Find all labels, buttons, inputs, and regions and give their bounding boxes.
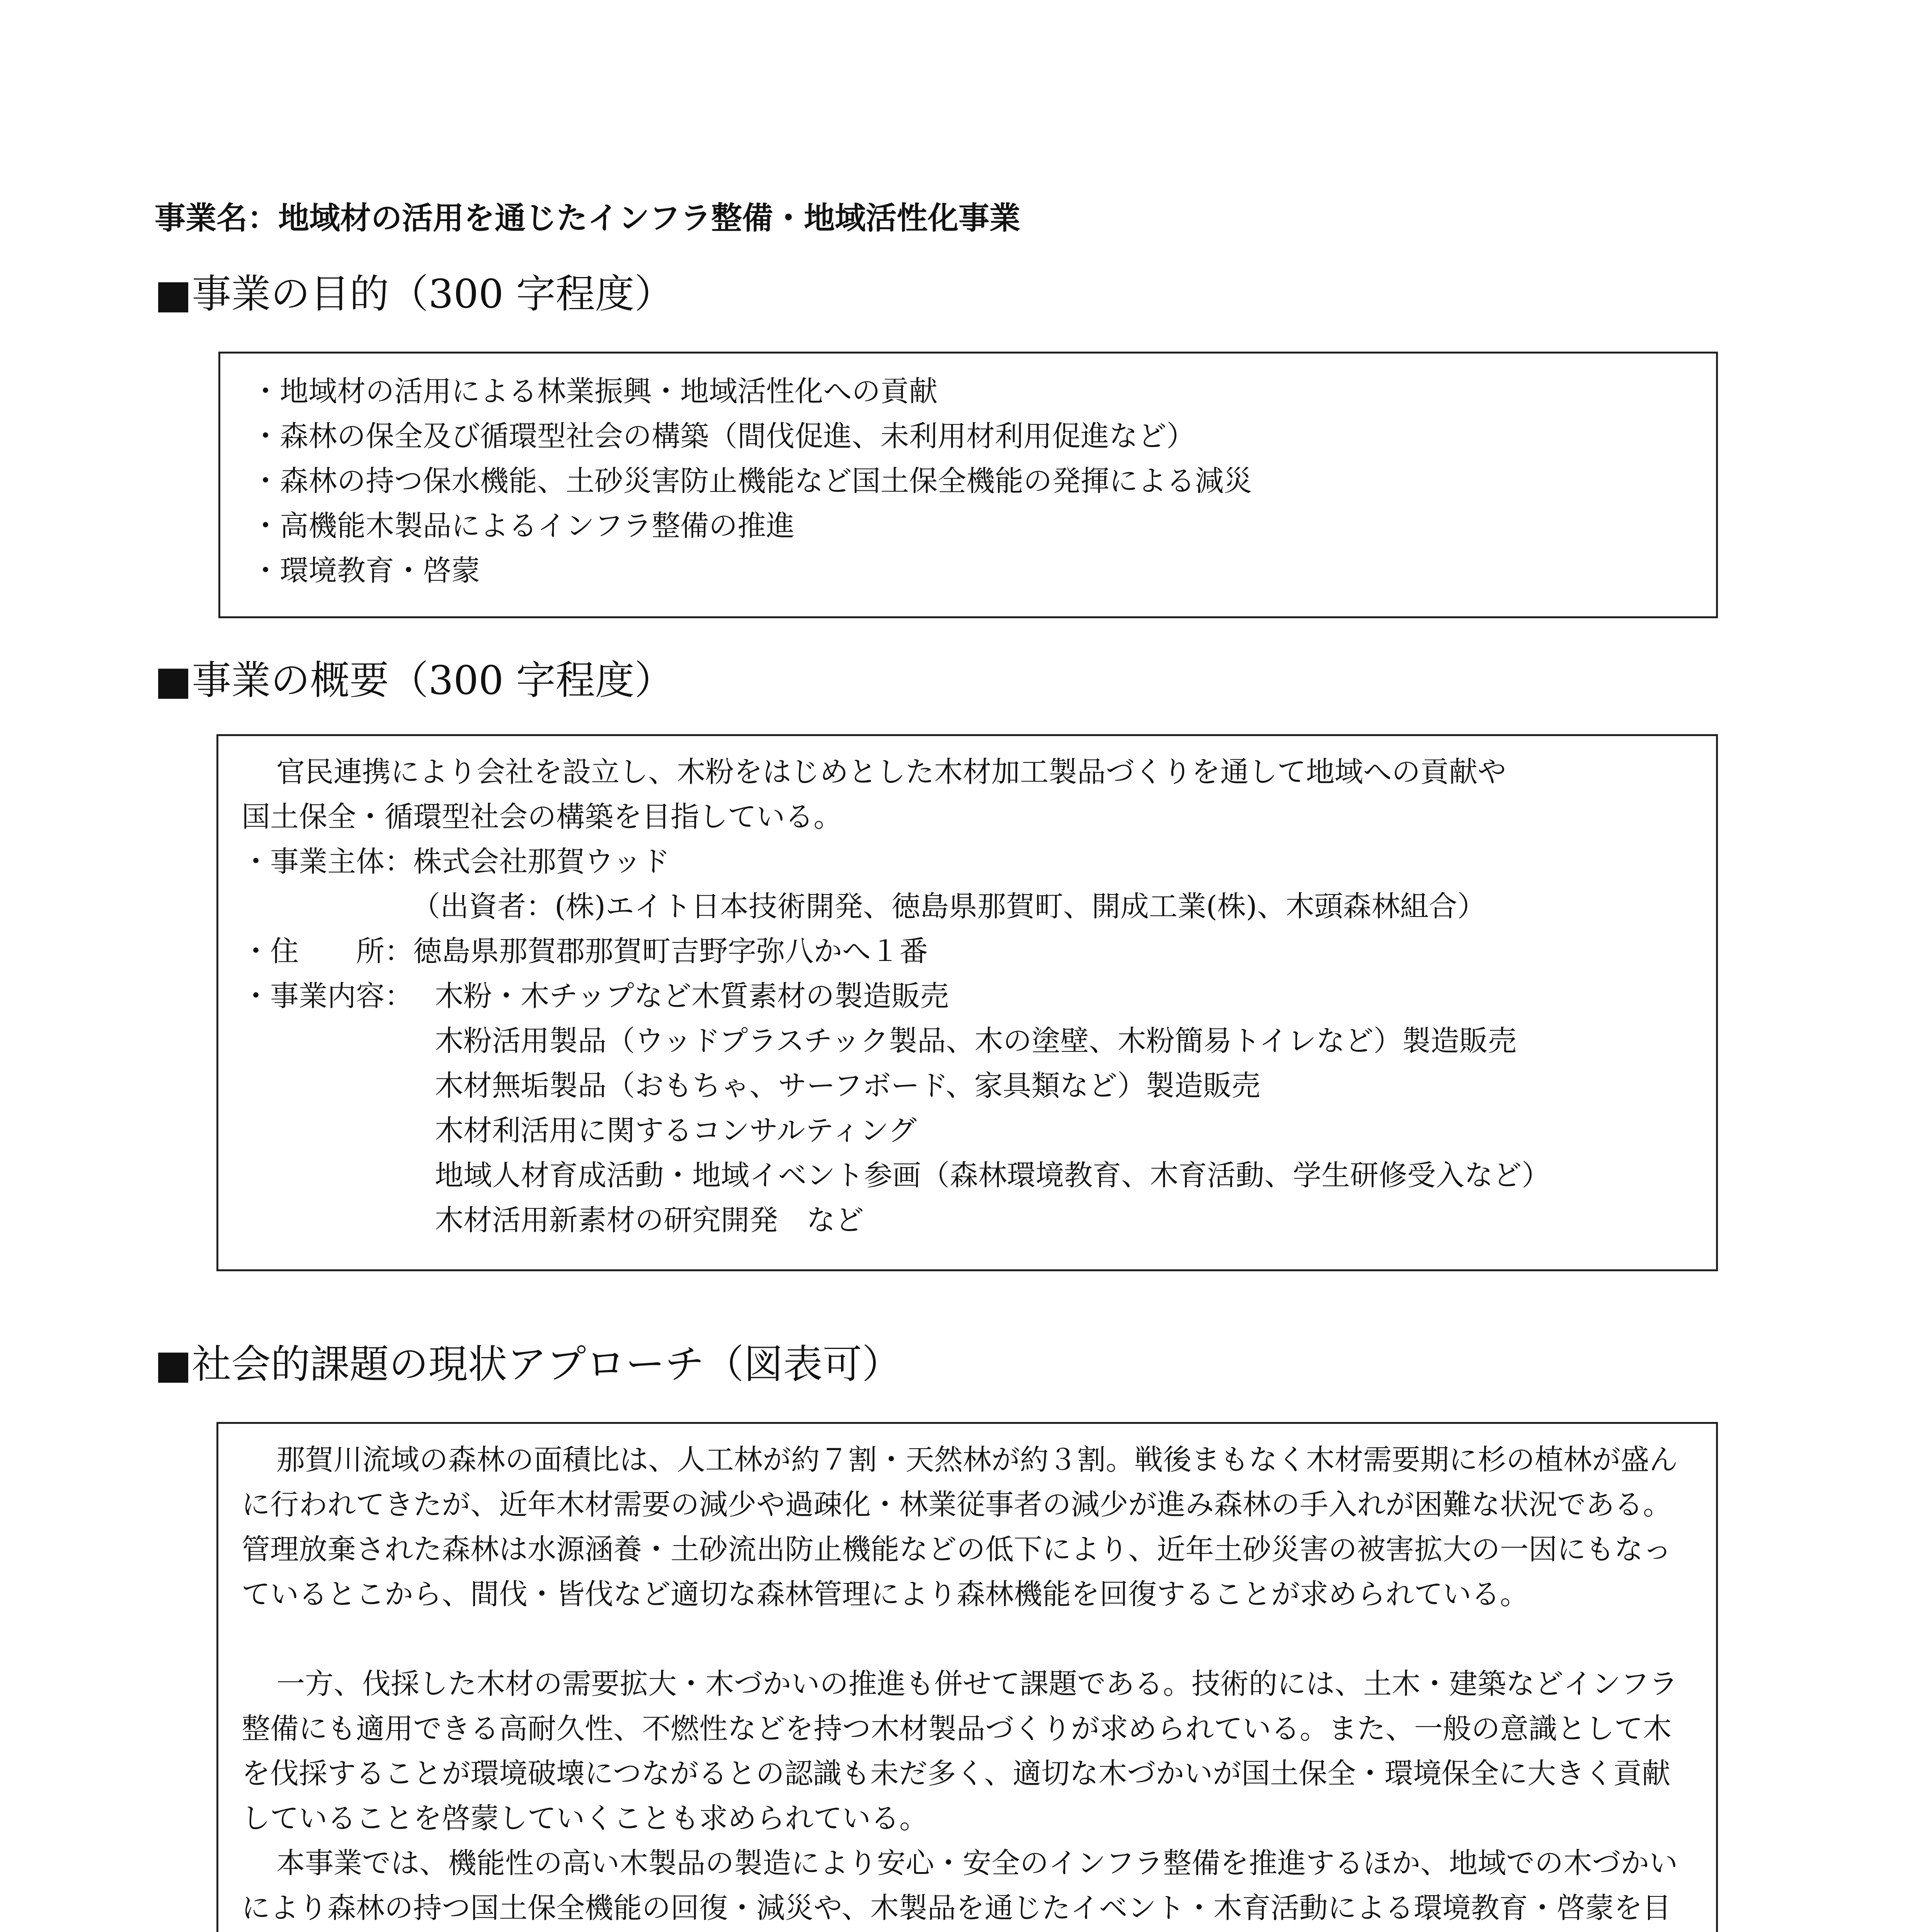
issues-heading: ■社会的課題の現状アプローチ（図表可） bbox=[155, 1342, 902, 1388]
address-row bbox=[242, 929, 928, 974]
issues-paragraph: 一方、伐採した木材の需要拡大・木づかいの推進も併せて課題である。技術的には、土木・建築などインフラ整備にも適用できる高耐久性、不燃性などを持つ木材製品づくりが求められている。また、一般の意識として木を伐採することが環境破壊につながるとの認識も未だ多く、適切な木づかいが国土保全・環境保全に大きく貢献していることを啓蒙していくことも求められている。 bbox=[242, 1667, 1678, 1835]
overview-heading: ■事業の概要（300 字程度） bbox=[155, 658, 674, 704]
overview-intro: 国土保全・循環型社会の構築を目指している。 bbox=[242, 800, 842, 833]
issues-paragraph: 本事業では、機能性の高い木製品の製造により安心・安全のインフラ整備を推進するほか、地域での木づかいにより森林の持つ国土保全機能の回復・減災や、木製品を通じたイベント・木育活動による環境教育・啓蒙を目 bbox=[242, 1847, 1678, 1925]
purpose-item: ・高機能木製品によるインフラ整備の推進 bbox=[251, 509, 795, 543]
content-item: 木材利活用に関するコンサルティング bbox=[435, 1114, 917, 1147]
purpose-item: ・森林の持つ保水機能、土砂災害防止機能など国土保全機能の発揮による減災 bbox=[251, 464, 1252, 498]
entity-label: ・事業主体： bbox=[242, 845, 413, 878]
content-item: 木粉・木チップなど木質素材の製造販売 bbox=[435, 980, 949, 1013]
content-item: 木粉活用製品（ウッドプラスチック製品、木の塗壁、木粉簡易トイレなど）製造販売 bbox=[435, 1024, 1517, 1058]
purpose-heading: ■事業の目的（300 字程度） bbox=[155, 271, 674, 317]
issues-box bbox=[216, 1422, 1718, 1932]
content-item: 木材無垢製品（おもちゃ、サーフボード、家具類など）製造販売 bbox=[435, 1069, 1260, 1102]
issues-paragraph: 那賀川流域の森林の面積比は、人工林が約７割・天然林が約３割。戦後まもなく木材需要期に杉の植林が盛んに行われてきたが、近年木材需要の減少や過疎化・林業従事者の減少が進み森林の手入れが困難な状況である。管理放棄された森林は水源涵養・土砂流出防止機能などの低下により、近年土砂災害の被害拡大の一因にもなっているとこから、間伐・皆伐など適切な森林管理により森林機能を回復することが求められている。 bbox=[242, 1443, 1678, 1611]
overview-box bbox=[216, 734, 1718, 1271]
address-label: ・住 所： bbox=[242, 935, 413, 968]
content-item: 地域人材育成活動・地域イベント参画（森林環境教育、木育活動、学生研修受入など） bbox=[435, 1159, 1550, 1192]
investors-line: （出資者：(株)エイト日本技術開発、徳島県那賀町、開成工業(株)、木頭森林組合） bbox=[412, 890, 1486, 923]
purpose-item: ・環境教育・啓蒙 bbox=[251, 554, 480, 587]
content-label: ・事業内容： bbox=[242, 980, 413, 1013]
purpose-box bbox=[218, 352, 1718, 618]
purpose-item: ・森林の保全及び循環型社会の構築（間伐促進、未利用材利用促進など） bbox=[251, 420, 1195, 453]
address-value: 徳島県那賀郡那賀町吉野字弥八かへ１番 bbox=[413, 935, 928, 968]
entity-value: 株式会社那賀ウッド bbox=[413, 845, 670, 878]
overview-intro: 官民連携により会社を設立し、木粉をはじめとした木材加工製品づくりを通して地域への貢献や bbox=[276, 755, 1506, 789]
purpose-item: ・地域材の活用による林業振興・地域活性化への貢献 bbox=[251, 375, 938, 408]
entity-row bbox=[242, 839, 670, 884]
content-item: 木材活用新素材の研究開発 など bbox=[435, 1204, 864, 1237]
document-title: 事業名：地域材の活用を通じたインフラ整備・地域活性化事業 bbox=[155, 200, 1020, 236]
